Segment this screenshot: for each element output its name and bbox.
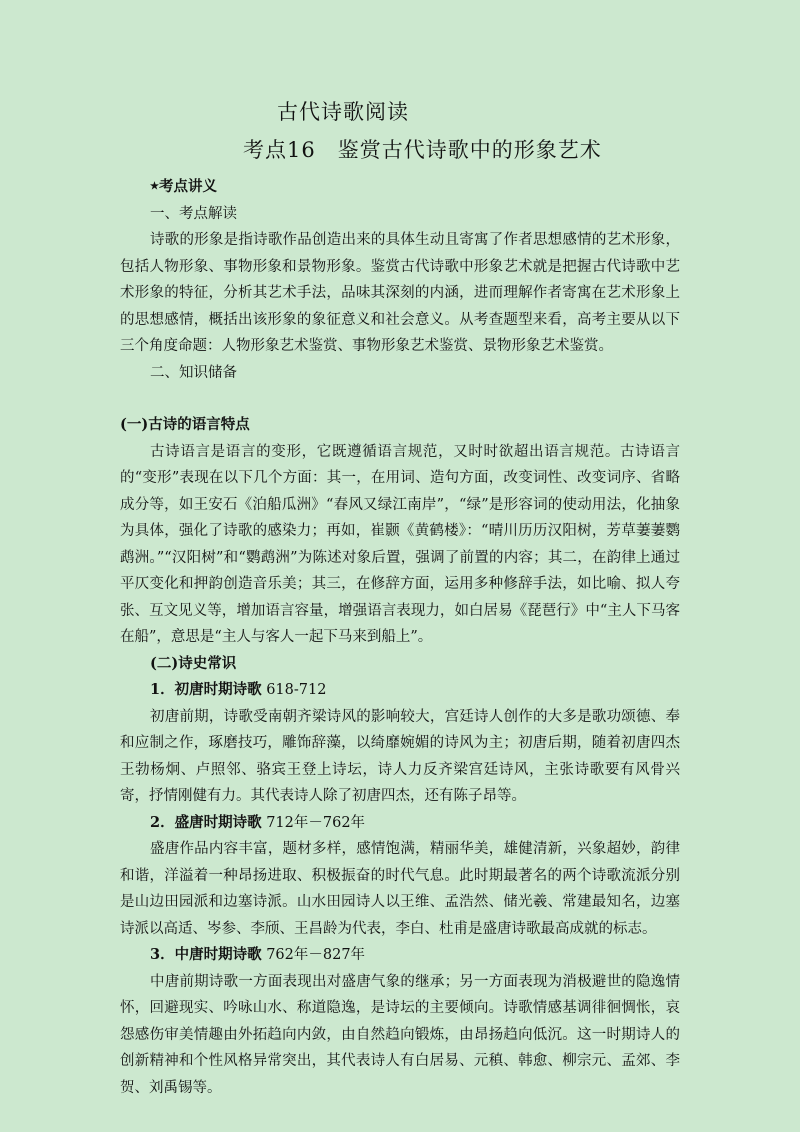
part1-paragraph: 诗歌的形象是指诗歌作品创造出来的具体生动且寄寓了作者思想感情的艺术形象，包括人物形象、事物形象和景物形象。鉴赏古代诗歌中形象艺术就是把握古代诗歌中艺术形象的特征，分析其艺术手法，品味其深刻的内涵，进而理解作者寄寓在艺术形象上的思想感情，概括出该形象的象征意义和社会意义。从考查题型来看，高考主要从以下三个角度命题：人物形象艺术鉴赏、事物形象艺术鉴赏、景物形象艺术鉴赏。 [120, 232, 680, 354]
item3-paragraph: 中唐前期诗歌一方面表现出对盛唐气象的继承；另一方面表现为消极避世的隐逸情怀，回避现实、吟咏山水、称道隐逸，是诗坛的主要倾向。诗歌情感基调徘徊惆怅，哀怨感伤审美情趣由外拓趋向内敛，由自然趋向锻炼，由昂扬趋向低沉。这一时期诗人的创新精神和个性风格异常突出，其代表诗人有白居易、元稹、韩愈、柳宗元、孟郊、李贺、刘禹锡等。 [120, 973, 680, 1096]
document-subtitle [243, 134, 602, 164]
item1-years: 618-712 [266, 682, 327, 698]
item2-years: 712年－762年 [266, 814, 366, 831]
item1-title: 1．初唐时期诗歌 [150, 681, 262, 698]
subtitle-prefix: 考点16 [243, 138, 316, 162]
item2-heading [120, 810, 680, 837]
item3-years: 762年－827年 [266, 947, 366, 963]
section-header-label: 考点讲义 [158, 178, 217, 195]
star-icon: ★ [150, 181, 159, 192]
document-title: 古代诗歌阅读 [277, 100, 409, 124]
sub1-heading: (一)古诗的语言特点 [120, 416, 250, 433]
sub2-heading: (二)诗史常识 [150, 654, 237, 672]
section-header [120, 174, 680, 201]
item2-paragraph: 盛唐作品内容丰富，题材多样，感情饱满，精丽华美，雄健清新，兴象超妙，韵律和谐，洋溢着一种昂扬进取、积极振奋的时代气息。此时期最著名的两个诗歌流派分别是山边田园派和边塞诗派。山水田园诗人以王维、孟浩然、储光羲、常建最知名，边塞诗派以高适、岑参、李颀、王昌龄为代表，李白、杜甫是盛唐诗歌最高成就的标志。 [120, 841, 680, 937]
item2-title: 2．盛唐时期诗歌 [150, 813, 262, 831]
item1-heading [120, 677, 680, 704]
document-body [120, 174, 680, 1101]
part2-heading: 二、知识储备 [150, 364, 237, 381]
item3-heading [120, 942, 680, 969]
item1-paragraph: 初唐前期，诗歌受南朝齐梁诗风的影响较大，宫廷诗人创作的大多是歌功颂德、奉和应制之作，琢磨技巧，雕饰辞藻，以绮靡婉媚的诗风为主；初唐后期，随着初唐四杰王勃杨炯、卢照邻、骆宾王登上诗坛，诗人力反齐梁宫廷诗风，主张诗歌要有风骨兴寄，抒情刚健有力。其代表诗人除了初唐四杰，还有陈子昂等。 [120, 708, 680, 804]
item3-title: 3．中唐时期诗歌 [150, 946, 262, 963]
sub1-paragraph: 古诗语言是语言的变形，它既遵循语言规范，又时时欲超出语言规范。古诗语言的“变形”表现在以下几个方面：其一，在用词、造句方面，改变词性、改变词序、省略成分等，如王安石《泊船瓜洲》“春风又绿江南岸”，“绿”是形容词的使动用法，化抽象为具体，强化了诗歌的感染力；再如，崔颢《黄鹤楼》：“晴川历历汉阳树，芳草萋萋鹦鹉洲。”“汉阳树”和“鹦鹉洲”为陈述对象后置，强调了前置的内容；其二，在韵律上通过平仄变化和押韵创造音乐美；其三，在修辞方面，运用多种修辞手法，如比喻、拟人夸张、互文见义等，增加语言容量，增强语言表现力，如白居易《琵琶行》中“主人下马客在船”，意思是“主人与客人一起下马来到船上”。 [120, 443, 680, 645]
part1-heading: 一、考点解读 [150, 205, 237, 222]
subtitle-text: 鉴赏古代诗歌中的形象艺术 [337, 138, 602, 162]
